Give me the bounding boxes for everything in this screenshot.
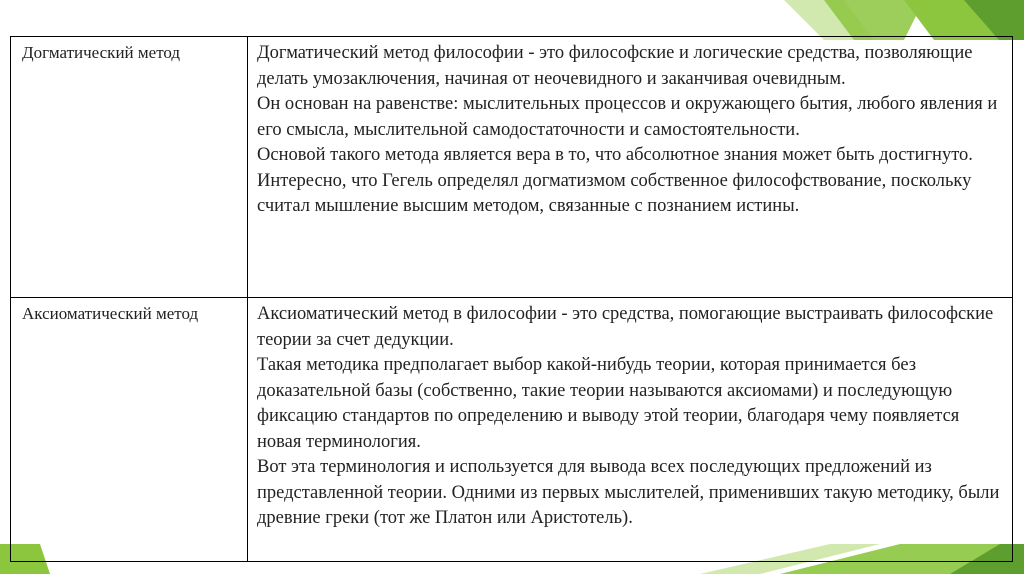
methods-table-container — [10, 36, 1013, 562]
term-cell-dogmatic: Догматический метод — [11, 37, 248, 298]
definition-paragraph: Догматический метод философии - это философские и логические средства, позволяющие делать умозаключения, начиная от неочевидного и заканчивая очевидным. — [257, 43, 973, 89]
definition-paragraph: Он основан на равенстве: мыслительных процессов и окружающего бытия, любого явления и его смысла, мыслительной самодостаточности и самостоятельности. — [257, 94, 998, 140]
definition-paragraph: Такая методика предполагает выбор какой-нибудь теории, которая принимается без доказательной базы (собственно, такие теории называются аксиомами) и последующую фиксацию стандартов по определению и выводу этой теории, благодаря чему появляется новая терминология. — [257, 355, 960, 452]
definition-cell-axiomatic — [248, 298, 1013, 562]
definition-paragraph: Аксиоматический метод в философии - это средства, помогающие выстраивать философские теории за счет дедукции. — [257, 304, 994, 350]
decorative-green-shapes-top — [784, 0, 1024, 40]
definition-cell-dogmatic — [248, 37, 1013, 298]
definition-paragraph: Вот эта терминология и используется для вывода всех последующих предложений из представленной теории. Одними из первых мыслителей, применивших такую методику, были древние греки (тот же Платон или Аристотель). — [257, 457, 1000, 528]
table-row — [11, 37, 1013, 298]
methods-table — [10, 36, 1013, 562]
table-row — [11, 298, 1013, 562]
definition-paragraph: Основой такого метода является вера в то, что абсолютное знания может быть достигнуто. Интересно, что Гегель определял догматизмом собственное философствование, поскольку считал мышление высшим методом, связанные с познанием истины. — [257, 145, 973, 216]
term-cell-axiomatic: Аксиоматический метод — [11, 298, 248, 562]
